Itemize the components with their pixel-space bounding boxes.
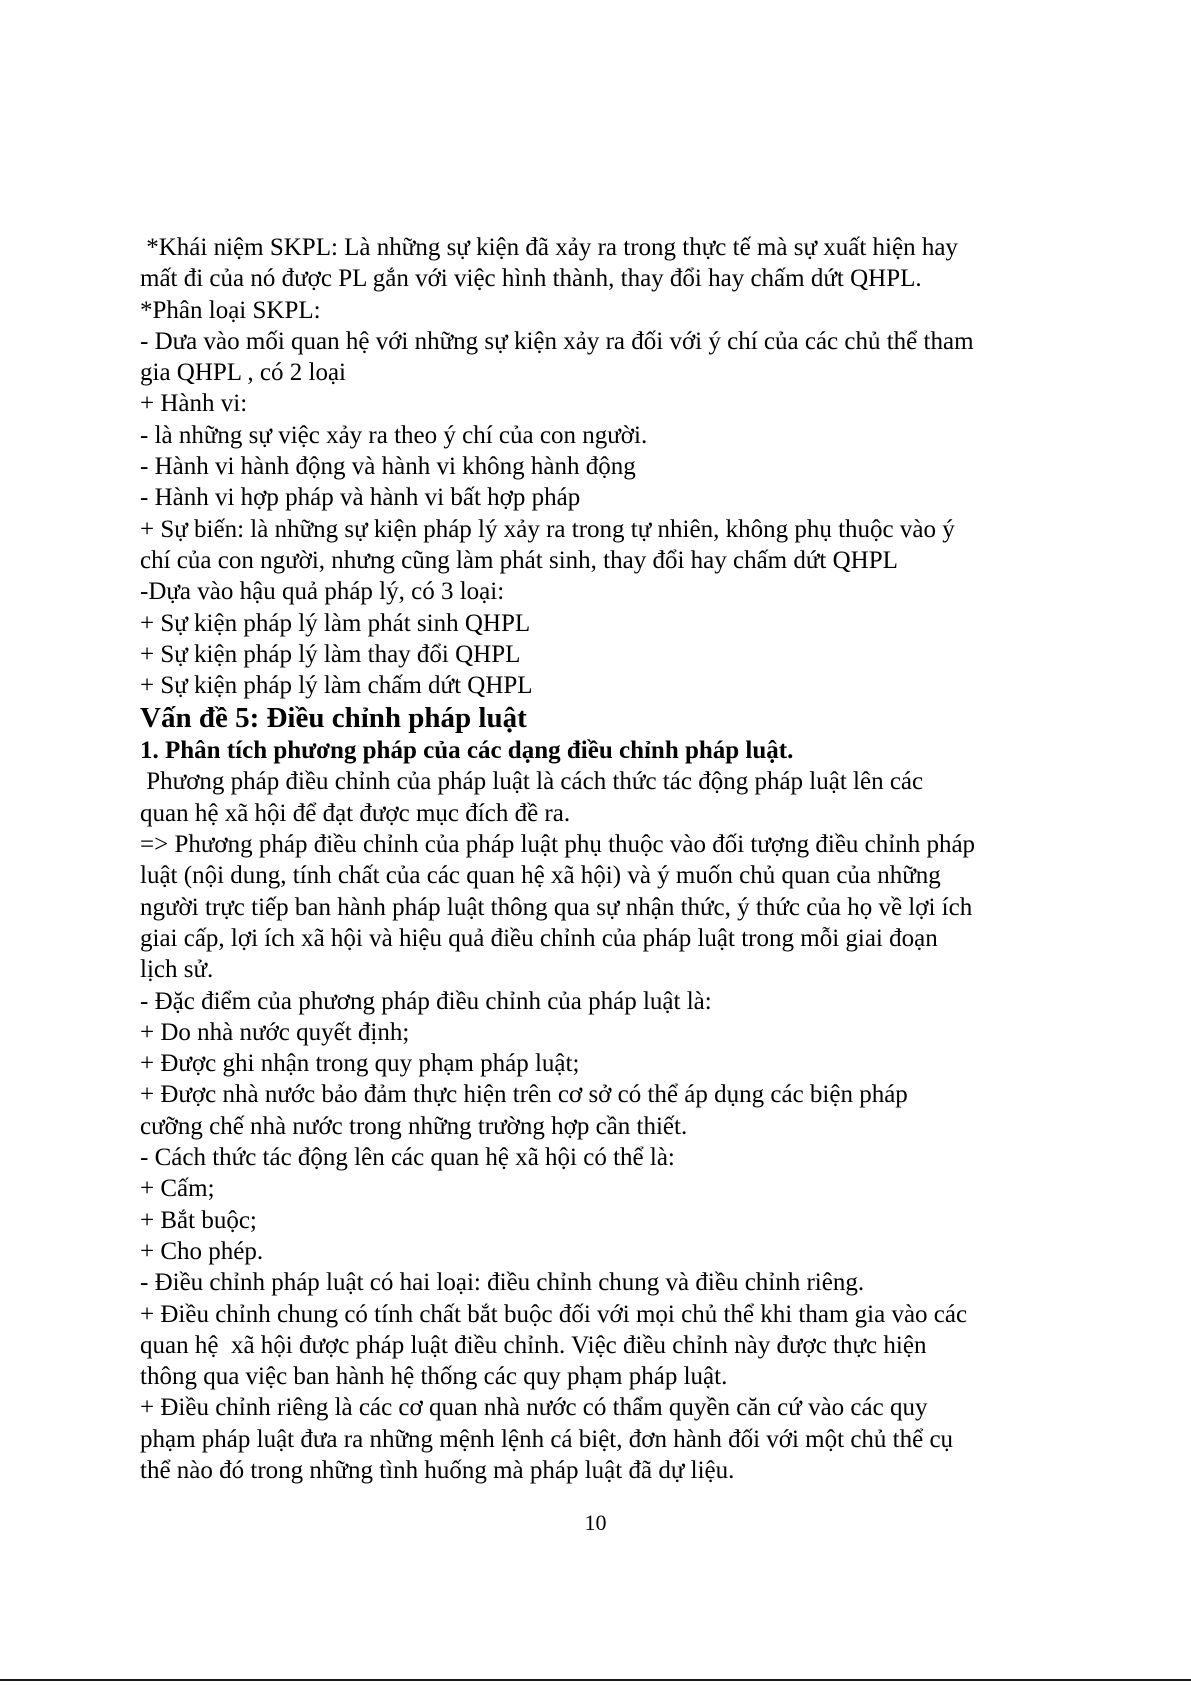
text-line: *Phân loại SKPL: xyxy=(140,296,321,324)
text-line: quan hệ xã hội được pháp luật điều chỉnh. Việc điều chỉnh này được thực hiện xyxy=(140,1331,927,1359)
text-line: + Sự biến: là những sự kiện pháp lý xảy ra trong tự nhiên, không phụ thuộc vào ý xyxy=(140,515,955,543)
text-line: mất đi của nó được PL gắn với việc hình thành, thay đổi hay chấm dứt QHPL. xyxy=(140,265,922,293)
bottom-divider xyxy=(0,1679,1191,1681)
text-line: + Do nhà nước quyết định; xyxy=(140,1018,410,1046)
text-line: giai cấp, lợi ích xã hội và hiệu quả điều chỉnh của pháp luật trong mỗi giai đoạn xyxy=(140,924,938,952)
text-line: quan hệ xã hội để đạt được mục đích đề ra. xyxy=(140,799,571,827)
text-line: + Sự kiện pháp lý làm phát sinh QHPL xyxy=(140,609,531,637)
text-line: - Đặc điểm của phương pháp điều chỉnh của pháp luật là: xyxy=(140,987,712,1015)
text-line: + Sự kiện pháp lý làm chấm dứt QHPL xyxy=(140,672,533,700)
text-line: phạm pháp luật đưa ra những mệnh lệnh cá biệt, đơn hành đối với một chủ thể cụ xyxy=(140,1425,954,1453)
text-line: -Dựa vào hậu quả pháp lý, có 3 loại: xyxy=(140,578,505,606)
text-line: gia QHPL , có 2 loại xyxy=(140,359,346,387)
text-line: + Điều chỉnh chung có tính chất bắt buộc đối với mọi chủ thể khi tham gia vào các xyxy=(140,1300,968,1328)
text-line: - Điều chỉnh pháp luật có hai loại: điều chỉnh chung và điều chỉnh riêng. xyxy=(140,1269,865,1297)
section-heading: Vấn đề 5: Điều chỉnh pháp luật xyxy=(140,702,527,735)
text-line: + Cấm; xyxy=(140,1175,215,1203)
page-number: 10 xyxy=(584,1510,607,1535)
text-line: + Bắt buộc; xyxy=(140,1206,257,1234)
text-line: *Khái niệm SKPL: Là những sự kiện đã xảy ra trong thực tế mà sự xuất hiện hay xyxy=(140,234,958,261)
text-line: + Điều chỉnh riêng là các cơ quan nhà nước có thẩm quyền căn cứ vào các quy xyxy=(140,1394,928,1422)
text-line: - là những sự việc xảy ra theo ý chí của con người. xyxy=(140,421,648,449)
text-line: Phương pháp điều chỉnh của pháp luật là cách thức tác động pháp luật lên các xyxy=(140,768,924,796)
text-line: - Dưa vào mối quan hệ với những sự kiện xảy ra đối với ý chí của các chủ thể tham xyxy=(140,327,974,355)
text-line: thể nào đó trong những tình huống mà pháp luật đã dự liệu. xyxy=(140,1456,735,1484)
text-line: lịch sử. xyxy=(140,956,214,984)
section-legal-events xyxy=(140,232,1080,701)
text-line: - Hành vi hợp pháp và hành vi bất hợp pháp xyxy=(140,484,581,512)
text-line: => Phương pháp điều chỉnh của pháp luật phụ thuộc vào đối tượng điều chỉnh pháp xyxy=(140,831,976,859)
text-line: + Hành vi: xyxy=(140,390,248,418)
text-line: + Cho phép. xyxy=(140,1237,264,1265)
text-line: + Được nhà nước bảo đảm thực hiện trên cơ sở có thể áp dụng các biện pháp xyxy=(140,1081,908,1109)
text-line: + Được ghi nhận trong quy phạm pháp luật; xyxy=(140,1050,580,1078)
section-subheading: 1. Phân tích phương pháp của các dạng điều chỉnh pháp luật. xyxy=(140,737,794,765)
text-line: chí của con người, nhưng cũng làm phát sinh, thay đổi hay chấm dứt QHPL xyxy=(140,546,898,574)
text-line: người trực tiếp ban hành pháp luật thông qua sự nhận thức, ý thức của họ về lợi ích xyxy=(140,893,973,921)
text-line: cưỡng chế nhà nước trong những trường hợp cần thiết. xyxy=(140,1112,688,1140)
section-legal-regulation xyxy=(140,766,1080,1486)
page-body xyxy=(140,232,1080,1486)
text-line: thông qua việc ban hành hệ thống các quy phạm pháp luật. xyxy=(140,1363,728,1391)
text-line: - Cách thức tác động lên các quan hệ xã hội có thể là: xyxy=(140,1144,675,1172)
text-line: - Hành vi hành động và hành vi không hành động xyxy=(140,453,636,481)
text-line: luật (nội dung, tính chất của các quan hệ xã hội) và ý muốn chủ quan của những xyxy=(140,862,941,890)
text-line: + Sự kiện pháp lý làm thay đổi QHPL xyxy=(140,640,521,668)
